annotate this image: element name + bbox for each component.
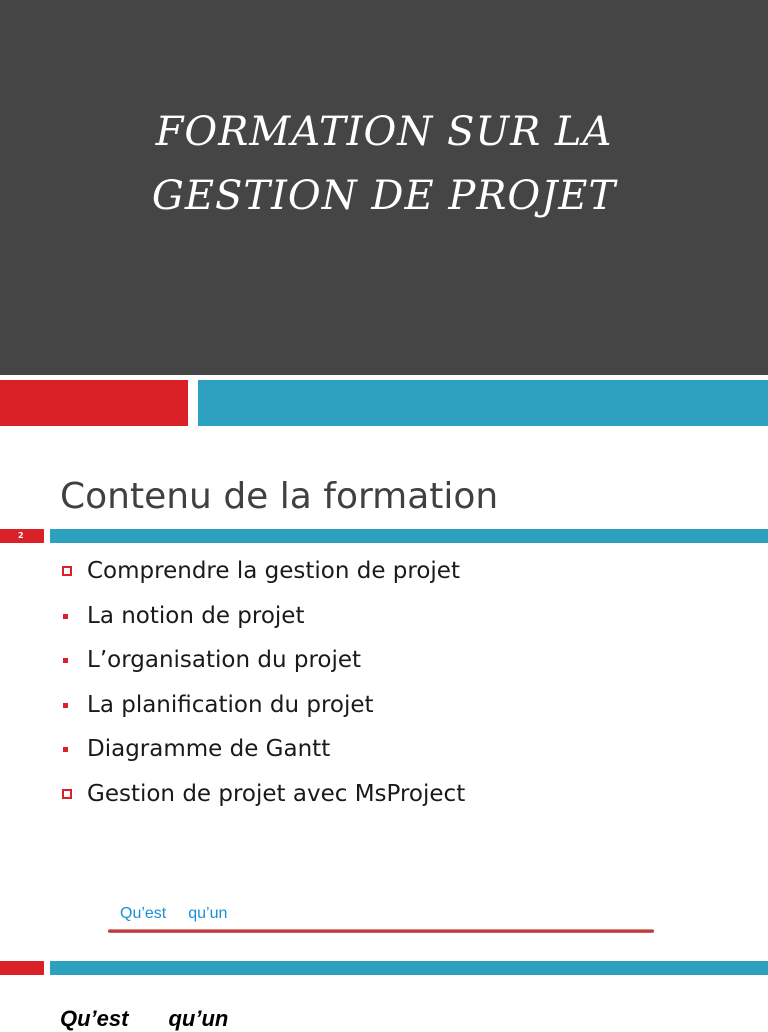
list-item (60, 599, 465, 644)
slide3-blue-bar (50, 961, 768, 975)
title-slide (0, 0, 768, 375)
slide-number: 2 (18, 531, 24, 540)
list-item-text: Gestion de projet avec MsProject (87, 780, 466, 807)
list-item-text: L’organisation du projet (87, 647, 362, 673)
slide3-heading (60, 1006, 228, 1032)
blue-accent-bar (198, 380, 768, 426)
list-item (60, 643, 465, 688)
solid-square-bullet-icon (63, 614, 68, 619)
heading-word-1: Qu’est (60, 1006, 129, 1031)
list-item (60, 777, 465, 822)
slide3-red-bar (0, 961, 44, 975)
divider-line (108, 929, 654, 933)
list-item (60, 732, 465, 777)
hollow-square-bullet-icon (62, 566, 72, 576)
heading-word-2: qu’un (168, 1006, 229, 1031)
content-list (60, 554, 465, 821)
title-line-2: GESTION DE PROJET (151, 173, 617, 219)
list-item (60, 688, 465, 733)
list-item-text: La planification du projet (87, 691, 374, 718)
solid-square-bullet-icon (63, 703, 68, 708)
header-rule-bar (50, 529, 768, 543)
link-word-1[interactable]: Qu’est (120, 905, 167, 922)
link-word-2[interactable]: qu’un (188, 905, 228, 922)
solid-square-bullet-icon (63, 747, 68, 752)
red-accent-bar (0, 380, 188, 426)
presentation-title (0, 100, 768, 228)
hollow-square-bullet-icon (62, 789, 72, 799)
title-line-1: FORMATION SUR LA (155, 109, 613, 155)
list-item-text: La notion de projet (87, 602, 305, 629)
list-item-text: Comprendre la gestion de projet (87, 558, 460, 584)
link-text[interactable] (120, 905, 227, 923)
list-item-text: Diagramme de Gantt (87, 736, 331, 762)
list-item (60, 554, 465, 599)
slide-title: Contenu de la formation (60, 476, 499, 517)
solid-square-bullet-icon (63, 658, 68, 663)
